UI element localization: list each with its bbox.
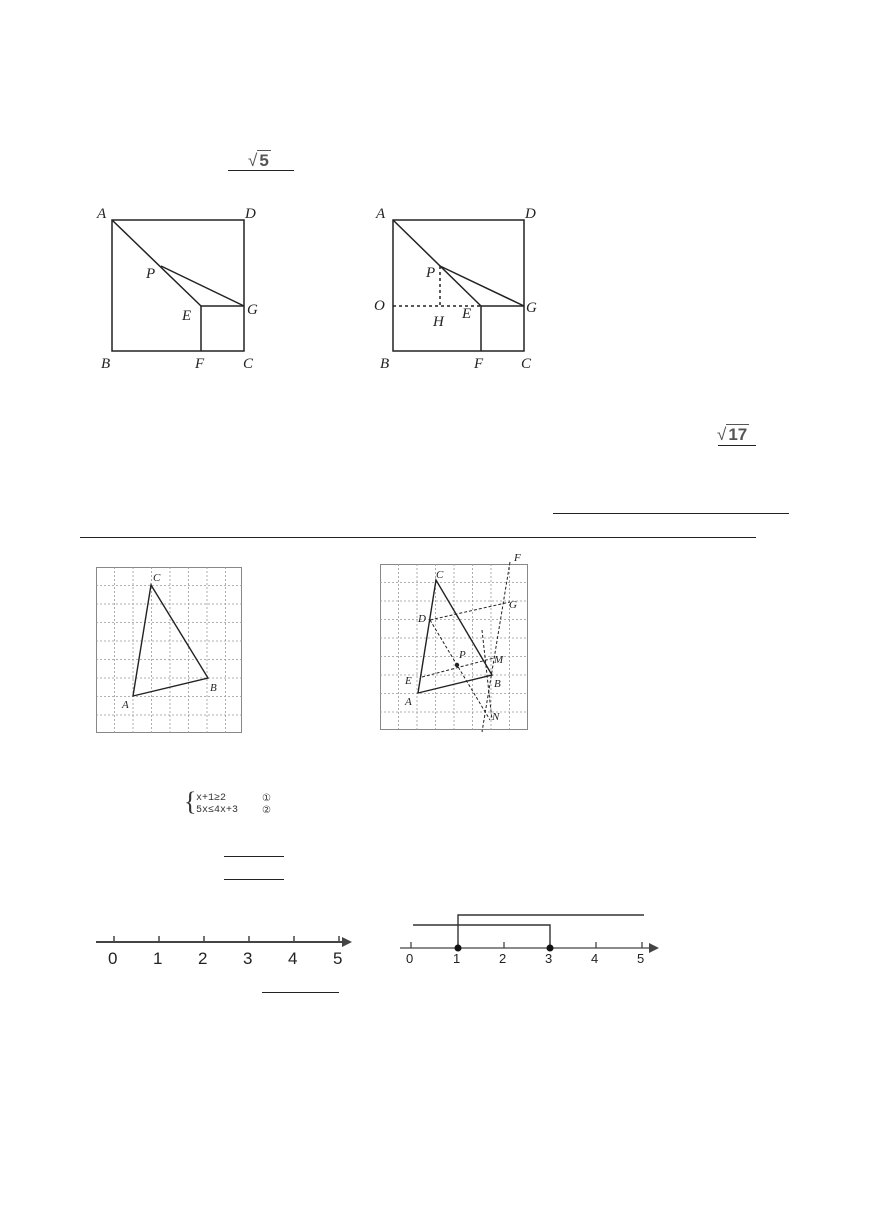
label-D: D: [245, 206, 256, 222]
tick-4: 4: [288, 949, 298, 968]
arrow-icon: [649, 943, 659, 953]
label-B: B: [494, 678, 501, 690]
label-A: A: [376, 206, 386, 222]
grid-figure-1: [96, 567, 246, 735]
label-A: A: [122, 699, 129, 711]
label-P: P: [146, 266, 156, 282]
answer-blank-6: [224, 879, 284, 880]
label-C: C: [243, 356, 254, 372]
label-D: D: [525, 206, 536, 222]
label-N: N: [492, 711, 500, 723]
sqrt-icon: √: [717, 425, 727, 444]
system-brace: {: [184, 787, 197, 816]
grid-figure-2: [380, 550, 532, 736]
label-P: P: [426, 265, 436, 281]
arrow-icon: [342, 937, 352, 947]
label-G: G: [509, 599, 517, 611]
tick-1: 1: [453, 951, 461, 965]
label-G: G: [247, 302, 258, 318]
bracket-x-ge-1: [458, 915, 644, 948]
label-F: F: [474, 356, 484, 372]
label-M: M: [494, 654, 504, 666]
tick-2: 2: [499, 951, 507, 965]
label-E: E: [405, 675, 412, 687]
square-figure-1: [95, 200, 275, 375]
label-C: C: [521, 356, 532, 372]
mark-2: ②: [262, 805, 271, 816]
answer-sqrt-5: [248, 150, 271, 171]
tick-5: 5: [333, 949, 343, 968]
inequality-system: [196, 793, 238, 817]
answer-sqrt-17: [717, 424, 749, 445]
tick-0: 0: [108, 949, 118, 968]
answer-blank-2: [718, 445, 756, 446]
point-P: [455, 663, 459, 667]
label-B: B: [101, 356, 111, 372]
tick-0: 0: [406, 951, 414, 965]
label-A: A: [97, 206, 107, 222]
grid-lines: [96, 567, 242, 733]
label-D: D: [418, 613, 426, 625]
label-C: C: [436, 569, 444, 581]
radicand-2: 17: [728, 425, 748, 444]
label-E: E: [462, 306, 472, 322]
answer-blank-3: [553, 513, 789, 514]
tick-5: 5: [637, 951, 645, 965]
label-C: C: [153, 572, 161, 584]
label-P: P: [459, 649, 466, 661]
number-line-2: [390, 905, 665, 965]
answer-blank-7: [262, 992, 339, 993]
answer-blank-5: [224, 856, 284, 857]
label-E: E: [182, 308, 192, 324]
tick-1: 1: [153, 949, 163, 968]
label-H: H: [433, 314, 444, 330]
label-G: G: [526, 300, 537, 316]
tick-3: 3: [545, 951, 553, 965]
tick-2: 2: [198, 949, 208, 968]
bracket-x-le-3: [413, 925, 550, 948]
answer-blank-4: [80, 537, 756, 538]
label-B: B: [380, 356, 390, 372]
inequality-marks: [262, 793, 271, 817]
sqrt-icon: √: [248, 151, 258, 170]
radicand-1: 5: [259, 151, 269, 170]
label-A: A: [405, 696, 412, 708]
tick-4: 4: [591, 951, 599, 965]
mark-1: ①: [262, 793, 271, 804]
inequality-line-1: x+1≥2: [196, 793, 227, 804]
inequality-line-2: 5x≤4x+3: [196, 805, 239, 816]
label-O: O: [374, 298, 385, 314]
tick-3: 3: [243, 949, 253, 968]
label-F: F: [514, 552, 521, 564]
number-line-1: [90, 930, 355, 970]
label-B: B: [210, 682, 217, 694]
square-figure-2: [370, 200, 550, 375]
label-F: F: [195, 356, 205, 372]
